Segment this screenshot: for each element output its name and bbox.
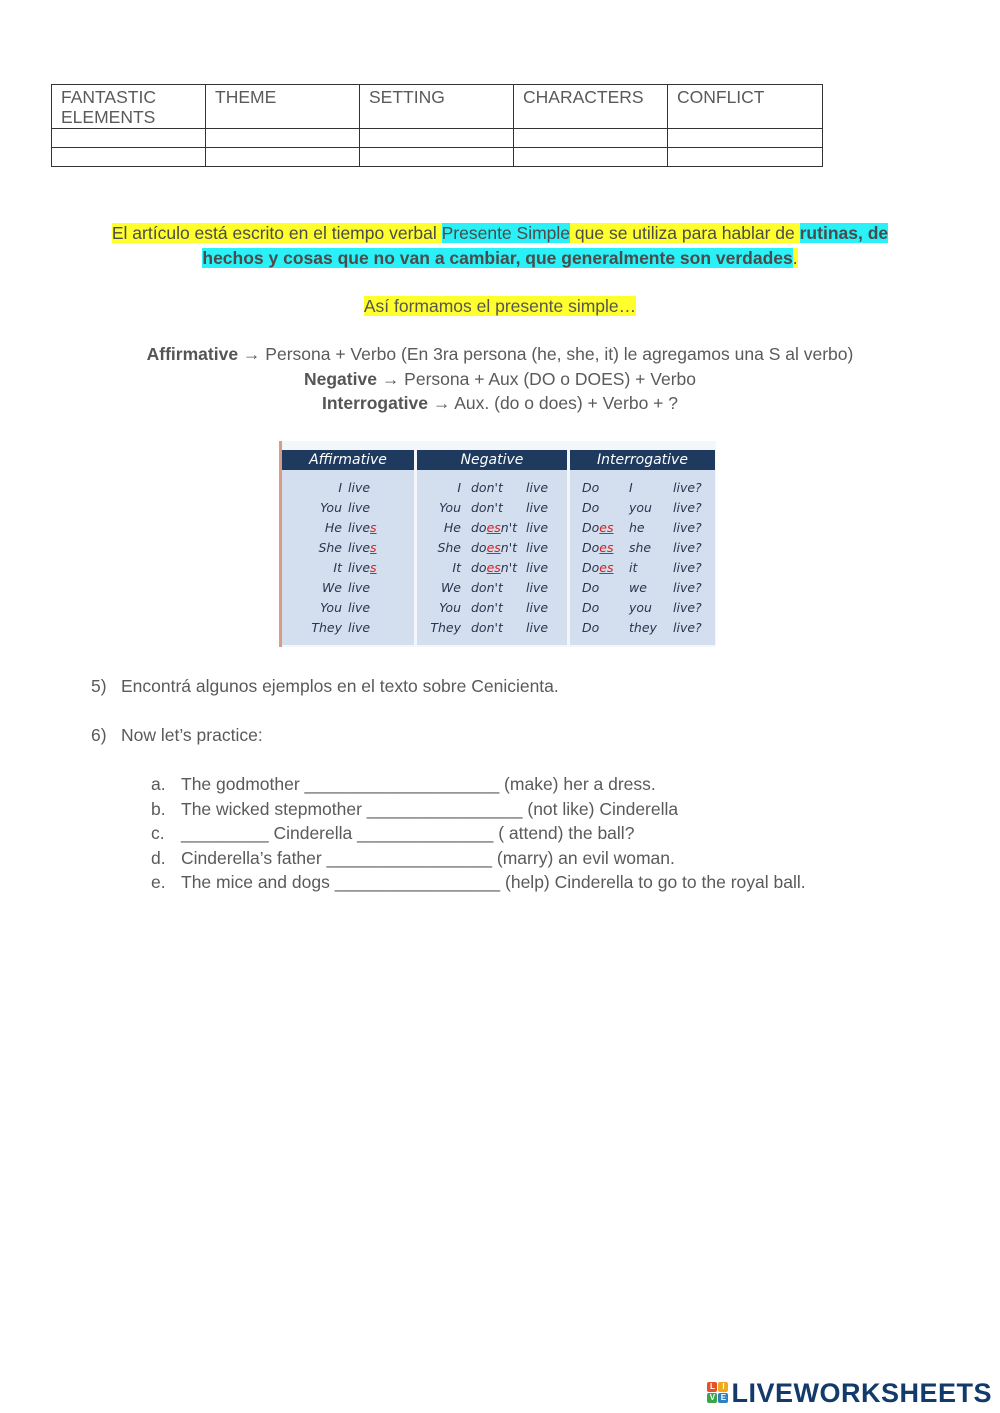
story-elements-table: [51, 84, 823, 167]
interrogative-verb: live?: [673, 560, 702, 575]
interrogative-pronoun: I: [629, 480, 633, 495]
interrogative-pronoun: she: [629, 540, 652, 555]
affirmative-verb: live: [348, 480, 371, 495]
interrogative-verb: live?: [673, 540, 702, 555]
answer-cell[interactable]: [360, 148, 514, 167]
logo-text: LIVEWORKSHEETS: [731, 1377, 992, 1408]
negative-pronoun: She: [437, 540, 461, 555]
question-number: 5): [91, 676, 107, 696]
negative-pronoun: I: [457, 480, 461, 495]
negative-auxiliary: doesn't: [471, 560, 518, 575]
interrogative-verb: live?: [673, 500, 702, 515]
affirmative-verb: live: [348, 580, 371, 595]
negative-verb: live: [526, 480, 549, 495]
intro-paragraph: [80, 221, 920, 271]
rule-text: → Persona + Verbo (En 3ra persona (he, she, it) le agregamos una S al verbo): [238, 344, 854, 364]
answer-cell[interactable]: [206, 148, 360, 167]
exercise-item-b: [0, 797, 1000, 822]
answer-cell[interactable]: [668, 129, 823, 148]
exercise-item-a: [0, 772, 1000, 797]
intro-text-period: .: [792, 248, 798, 268]
item-text[interactable]: The wicked stepmother ________________ (not like) Cinderella: [181, 798, 679, 819]
negative-pronoun: We: [440, 580, 461, 595]
interrogative-verb: live?: [673, 480, 702, 495]
negative-auxiliary: doesn't: [471, 540, 518, 555]
interrogative-pronoun: we: [629, 580, 647, 595]
negative-pronoun: It: [452, 560, 461, 575]
interrogative-pronoun: he: [629, 520, 645, 535]
interrogative-header: Interrogative: [570, 450, 715, 470]
third-person-ending: s: [370, 560, 377, 575]
header-theme: THEME: [206, 85, 360, 129]
item-text[interactable]: The godmother ____________________ (make) her a dress.: [181, 774, 656, 794]
third-person-ending: es: [599, 560, 614, 575]
interrogative-verb: live?: [673, 620, 702, 635]
affirmative-verb: live: [348, 600, 371, 615]
header-setting: SETTING: [360, 85, 514, 129]
negative-pronoun: You: [439, 600, 461, 615]
third-person-ending: s: [370, 520, 377, 535]
exercise-item-d: [0, 846, 1000, 871]
affirmative-verb: live: [348, 500, 371, 515]
question-5: [0, 674, 1000, 699]
affirmative-verb: lives: [348, 520, 377, 535]
negative-auxiliary: don't: [471, 500, 503, 515]
interrogative-verb: live?: [673, 520, 702, 535]
negative-verb: live: [526, 580, 549, 595]
question-text: Now let’s practice:: [121, 725, 263, 745]
rule-label: Affirmative: [146, 344, 239, 364]
rule-text: → Persona + Aux (DO o DOES) + Verbo: [376, 368, 696, 389]
rule-negative: [0, 367, 1000, 392]
exercise-item-c: [0, 821, 1000, 846]
formation-heading: [0, 294, 1000, 319]
affirmative-pronoun: I: [338, 480, 342, 495]
answer-cell[interactable]: [514, 148, 668, 167]
interrogative-verb: live?: [673, 600, 702, 615]
affirmative-pronoun: We: [321, 580, 342, 595]
intro-text-rutinas: rutinas, de hechos y cosas que no van a cambiar, que generalmente son verdades: [202, 223, 889, 268]
interrogative-auxiliary: Do: [582, 600, 600, 615]
interrogative-pronoun: they: [629, 620, 657, 635]
negative-pronoun: You: [439, 500, 461, 515]
interrogative-verb: live?: [673, 580, 702, 595]
rule-label: Negative: [304, 368, 377, 389]
answer-cell[interactable]: [514, 129, 668, 148]
exercise-item-e: [0, 870, 1000, 895]
affirmative-pronoun: You: [320, 600, 342, 615]
affirmative-pronoun: It: [333, 560, 342, 575]
affirmative-verb: live: [348, 620, 371, 635]
third-person-ending: es: [486, 560, 501, 575]
interrogative-auxiliary: Does: [582, 520, 614, 535]
item-text[interactable]: Cinderella’s father _________________ (marry) an evil woman.: [181, 847, 675, 868]
item-letter: b.: [151, 798, 166, 819]
logo-mark-icon: L I V E: [707, 1382, 729, 1404]
interrogative-auxiliary: Do: [582, 500, 600, 515]
negative-pronoun: He: [443, 520, 461, 535]
negative-auxiliary: doesn't: [471, 520, 518, 535]
table-row: [52, 129, 823, 148]
affirmative-header: Affirmative: [282, 450, 414, 470]
interrogative-auxiliary: Do: [582, 620, 600, 635]
rule-label: Interrogative: [321, 393, 428, 413]
third-person-ending: es: [486, 540, 501, 555]
intro-text-c: que se utiliza para hablar de: [570, 223, 800, 243]
third-person-ending: es: [486, 520, 501, 535]
header-conflict: CONFLICT: [668, 85, 823, 129]
interrogative-auxiliary: Do: [582, 480, 600, 495]
answer-cell[interactable]: [206, 129, 360, 148]
rules-block: [0, 342, 1000, 416]
interrogative-auxiliary: Does: [582, 540, 614, 555]
affirmative-verb: lives: [348, 540, 377, 555]
negative-verb: live: [526, 620, 549, 635]
negative-verb: live: [526, 540, 549, 555]
third-person-ending: s: [370, 540, 377, 555]
item-text[interactable]: _________ Cinderella ______________ ( attend) the ball?: [181, 823, 635, 843]
affirmative-pronoun: He: [324, 520, 342, 535]
rule-affirmative: [0, 342, 1000, 367]
negative-verb: live: [526, 600, 549, 615]
negative-auxiliary: don't: [471, 480, 503, 495]
question-number: 6): [91, 725, 107, 745]
question-6: [0, 723, 1000, 748]
affirmative-verb: lives: [348, 560, 377, 575]
intro-text-presente-simple: Presente Simple: [441, 223, 571, 243]
answer-cell[interactable]: [668, 148, 823, 167]
negative-verb: live: [526, 560, 549, 575]
third-person-ending: es: [599, 520, 614, 535]
interrogative-pronoun: you: [629, 500, 652, 515]
answer-cell[interactable]: [52, 129, 206, 148]
rule-interrogative: [0, 391, 1000, 416]
present-simple-table-image: [279, 441, 716, 647]
item-letter: a.: [151, 774, 166, 794]
negative-verb: live: [526, 500, 549, 515]
item-letter: e.: [151, 872, 166, 892]
item-letter: d.: [151, 847, 166, 868]
liveworksheets-logo: [707, 1377, 992, 1409]
header-fantastic-elements: FANTASTIC ELEMENTS: [52, 85, 206, 129]
interrogative-pronoun: it: [629, 560, 638, 575]
item-text[interactable]: The mice and dogs _________________ (help) Cinderella to go to the royal ball.: [181, 872, 806, 892]
negative-auxiliary: don't: [471, 600, 503, 615]
formation-heading-text: Así formamos el presente simple…: [363, 296, 637, 316]
affirmative-pronoun: They: [311, 620, 342, 635]
rule-text: → Aux. (do o does) + Verbo + ?: [427, 393, 679, 413]
answer-cell[interactable]: [360, 129, 514, 148]
interrogative-auxiliary: Do: [582, 580, 600, 595]
table-row: [52, 148, 823, 167]
negative-pronoun: They: [430, 620, 461, 635]
negative-auxiliary: don't: [471, 580, 503, 595]
answer-cell[interactable]: [52, 148, 206, 167]
affirmative-pronoun: You: [320, 500, 342, 515]
negative-header: Negative: [417, 450, 567, 470]
interrogative-auxiliary: Does: [582, 560, 614, 575]
negative-verb: live: [526, 520, 549, 535]
affirmative-pronoun: She: [318, 540, 342, 555]
negative-auxiliary: don't: [471, 620, 503, 635]
header-characters: CHARACTERS: [514, 85, 668, 129]
intro-text-a: El artículo está escrito en el tiempo verbal: [111, 223, 442, 243]
item-letter: c.: [151, 823, 165, 843]
third-person-ending: es: [599, 540, 614, 555]
question-text: Encontrá algunos ejemplos en el texto sobre Cenicienta.: [121, 676, 559, 696]
interrogative-pronoun: you: [629, 600, 652, 615]
